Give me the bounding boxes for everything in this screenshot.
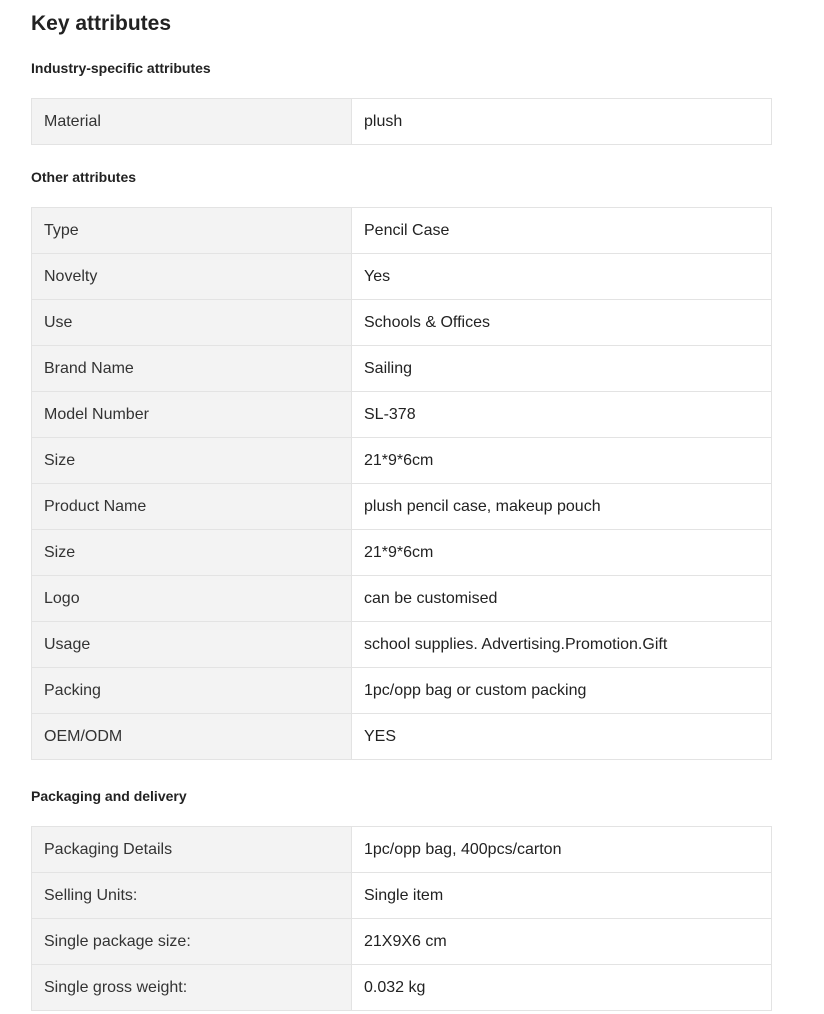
attribute-value: plush pencil case, makeup pouch <box>352 484 772 530</box>
attribute-value: Single item <box>352 873 772 919</box>
attribute-value: SL-378 <box>352 392 772 438</box>
table-row <box>32 346 772 392</box>
table-row <box>32 873 772 919</box>
section-title-other-attributes: Other attributes <box>31 169 137 185</box>
attribute-value: can be customised <box>352 576 772 622</box>
attribute-key: Type <box>32 208 352 254</box>
table-row <box>32 576 772 622</box>
section-title-industry-specific: Industry-specific attributes <box>31 60 211 76</box>
section-title-packaging-delivery: Packaging and delivery <box>31 788 187 804</box>
attribute-key: Material <box>32 99 352 145</box>
attribute-value: 21*9*6cm <box>352 438 772 484</box>
attribute-value: 0.032 kg <box>352 965 772 1011</box>
table-row <box>32 827 772 873</box>
attribute-value: 21X9X6 cm <box>352 919 772 965</box>
attribute-key: OEM/ODM <box>32 714 352 760</box>
attribute-value: Yes <box>352 254 772 300</box>
attribute-key: Model Number <box>32 392 352 438</box>
attribute-key: Single gross weight: <box>32 965 352 1011</box>
attribute-key: Product Name <box>32 484 352 530</box>
attribute-value: Sailing <box>352 346 772 392</box>
attribute-value: Pencil Case <box>352 208 772 254</box>
table-row <box>32 668 772 714</box>
attribute-value: YES <box>352 714 772 760</box>
attribute-key: Logo <box>32 576 352 622</box>
packaging-delivery-table <box>31 826 772 1011</box>
table-row <box>32 438 772 484</box>
table-row <box>32 622 772 668</box>
attribute-key: Brand Name <box>32 346 352 392</box>
attribute-key: Novelty <box>32 254 352 300</box>
attribute-value: 21*9*6cm <box>352 530 772 576</box>
table-row <box>32 530 772 576</box>
attribute-value: plush <box>352 99 772 145</box>
attribute-key: Size <box>32 438 352 484</box>
attribute-key: Usage <box>32 622 352 668</box>
table-row <box>32 392 772 438</box>
other-attributes-table <box>31 207 772 760</box>
table-row <box>32 484 772 530</box>
table-row <box>32 965 772 1011</box>
page-title: Key attributes <box>31 12 172 35</box>
table-row <box>32 714 772 760</box>
attribute-value: school supplies. Advertising.Promotion.Gift <box>352 622 772 668</box>
table-row <box>32 208 772 254</box>
attribute-key: Packing <box>32 668 352 714</box>
table-row <box>32 300 772 346</box>
industry-attributes-table <box>31 98 772 145</box>
attribute-value: Schools & Offices <box>352 300 772 346</box>
attribute-key: Selling Units: <box>32 873 352 919</box>
attribute-value: 1pc/opp bag or custom packing <box>352 668 772 714</box>
table-row <box>32 919 772 965</box>
table-row <box>32 254 772 300</box>
attribute-key: Single package size: <box>32 919 352 965</box>
table-row <box>32 99 772 145</box>
attribute-key: Packaging Details <box>32 827 352 873</box>
attribute-key: Use <box>32 300 352 346</box>
attribute-value: 1pc/opp bag, 400pcs/carton <box>352 827 772 873</box>
attribute-key: Size <box>32 530 352 576</box>
